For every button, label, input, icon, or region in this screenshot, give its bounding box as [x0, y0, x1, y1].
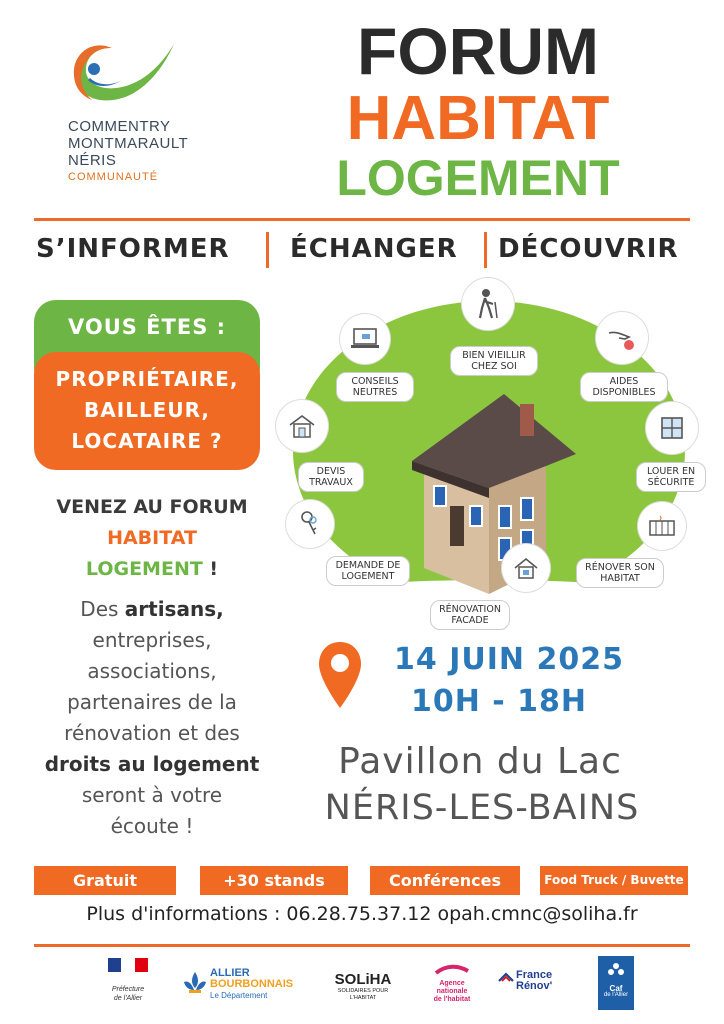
label-conseils: CONSEILS NEUTRES — [336, 372, 414, 402]
audience-line2: BAILLEUR, — [84, 398, 210, 422]
marianne-flag-icon — [108, 958, 148, 972]
fleur-de-lis-icon — [182, 970, 208, 998]
label-louer: LOUER EN SÉCURITE — [636, 462, 706, 492]
contact-info: Plus d'informations : 06.28.75.37.12 opah.cmnc@soliha.fr — [86, 903, 638, 925]
org-name-line3: NÉRIS — [68, 152, 117, 169]
bubble-conseils — [340, 314, 390, 364]
audience-heading: VOUS ÊTES : — [67, 315, 227, 339]
tagline-echanger: ÉCHANGER — [290, 234, 458, 264]
label-facade: RÉNOVATION FACADE — [430, 600, 510, 630]
org-name — [68, 118, 218, 186]
audience-line3: LOCATAIRE ? — [71, 429, 223, 453]
house-roof-icon — [498, 972, 514, 988]
label-demande: DEMANDE DE LOGEMENT — [326, 556, 410, 586]
description-l4: partenaires de la — [67, 690, 237, 714]
title-logement: LOGEMENT — [336, 150, 620, 206]
invite-line1: VENEZ AU FORUM — [56, 496, 248, 518]
partner-allier: ALLIER BOURBONNAIS Le Département — [182, 966, 308, 1006]
bubble-aides — [596, 312, 648, 364]
invite-block — [34, 492, 270, 585]
invite-line3 — [34, 554, 270, 585]
tagline-separator — [484, 232, 487, 268]
partner-caf: Caf de l'Allier — [598, 956, 634, 1010]
title-habitat: HABITAT — [346, 84, 610, 153]
invite-line3-end: ! — [202, 558, 219, 580]
bubble-devis — [276, 400, 328, 452]
label-devis: DEVIS TRAVAUX — [298, 462, 364, 492]
description-l1b: artisans, — [124, 597, 224, 621]
description-l5: rénovation et des — [64, 721, 240, 745]
top-divider — [34, 218, 690, 221]
bubble-facade — [502, 544, 550, 592]
house-tools-icon — [287, 413, 317, 439]
bubble-demande — [286, 500, 334, 548]
bubble-louer — [646, 402, 698, 454]
partner-anah: Agence nationale de l'habitat — [428, 962, 476, 1004]
description — [30, 594, 274, 842]
invite-line2: HABITAT — [107, 527, 197, 549]
elderly-person-icon — [475, 288, 501, 320]
description-l3: associations, — [87, 659, 217, 683]
feature-stands: +30 stands — [200, 866, 348, 895]
bubble-vieillir — [462, 278, 514, 330]
description-l6: droits au logement — [44, 752, 260, 776]
org-name-line4: COMMUNAUTÉ — [68, 171, 159, 183]
services-illustration — [284, 276, 696, 626]
org-logo — [66, 36, 178, 112]
event-venue: Pavillon du Lac — [338, 741, 622, 782]
partner-soliha: SOLiHA SOLIDAIRES POUR L'HABITAT — [334, 971, 392, 1001]
event-hours: 10H - 18H — [410, 684, 588, 719]
invite-line3-word: LOGEMENT — [85, 558, 203, 580]
event-date: 14 JUIN 2025 — [394, 642, 624, 677]
location-pin-icon — [316, 640, 364, 710]
audience-box — [34, 352, 260, 470]
description-l2: entreprises, — [92, 628, 212, 652]
feature-conferences: Conférences — [370, 866, 520, 895]
hand-coin-icon — [607, 325, 637, 351]
label-aides: AIDES DISPONIBLES — [580, 372, 668, 402]
org-name-line2: MONTMARAULT — [68, 135, 189, 152]
title-forum: FORUM — [357, 14, 599, 88]
bottom-divider — [34, 944, 690, 947]
tagline-informer: S’INFORMER — [36, 234, 230, 264]
bubble-renover — [638, 502, 686, 550]
description-l8: écoute ! — [110, 814, 194, 838]
feature-foodtruck: Food Truck / Buvette — [540, 866, 688, 895]
description-l7: seront à votre — [81, 783, 223, 807]
label-renover: RÉNOVER SON HABITAT — [576, 558, 664, 588]
partner-france-renov: France Rénov' — [498, 968, 562, 998]
event-town: NÉRIS-LES-BAINS — [324, 788, 640, 828]
audience-line1: PROPRIÉTAIRE, — [55, 367, 239, 391]
tagline-decouvrir: DÉCOUVRIR — [498, 234, 679, 264]
org-name-line1: COMMENTRY — [68, 118, 171, 135]
house-outline-icon — [513, 556, 539, 580]
anah-swoosh-icon — [432, 963, 472, 975]
radiator-icon — [648, 515, 676, 537]
caf-emblem-icon — [606, 960, 626, 980]
partner-prefecture: Préfecture de l'Allier — [96, 958, 160, 1003]
label-vieillir: BIEN VIEILLIR CHEZ SOI — [450, 346, 538, 376]
description-l1a: Des — [80, 597, 125, 621]
window-icon — [659, 415, 685, 441]
laptop-icon — [350, 327, 380, 351]
feature-gratuit: Gratuit — [34, 866, 176, 895]
swirl-logo-icon — [66, 36, 178, 112]
tagline-separator — [266, 232, 269, 268]
keys-icon — [299, 510, 321, 538]
